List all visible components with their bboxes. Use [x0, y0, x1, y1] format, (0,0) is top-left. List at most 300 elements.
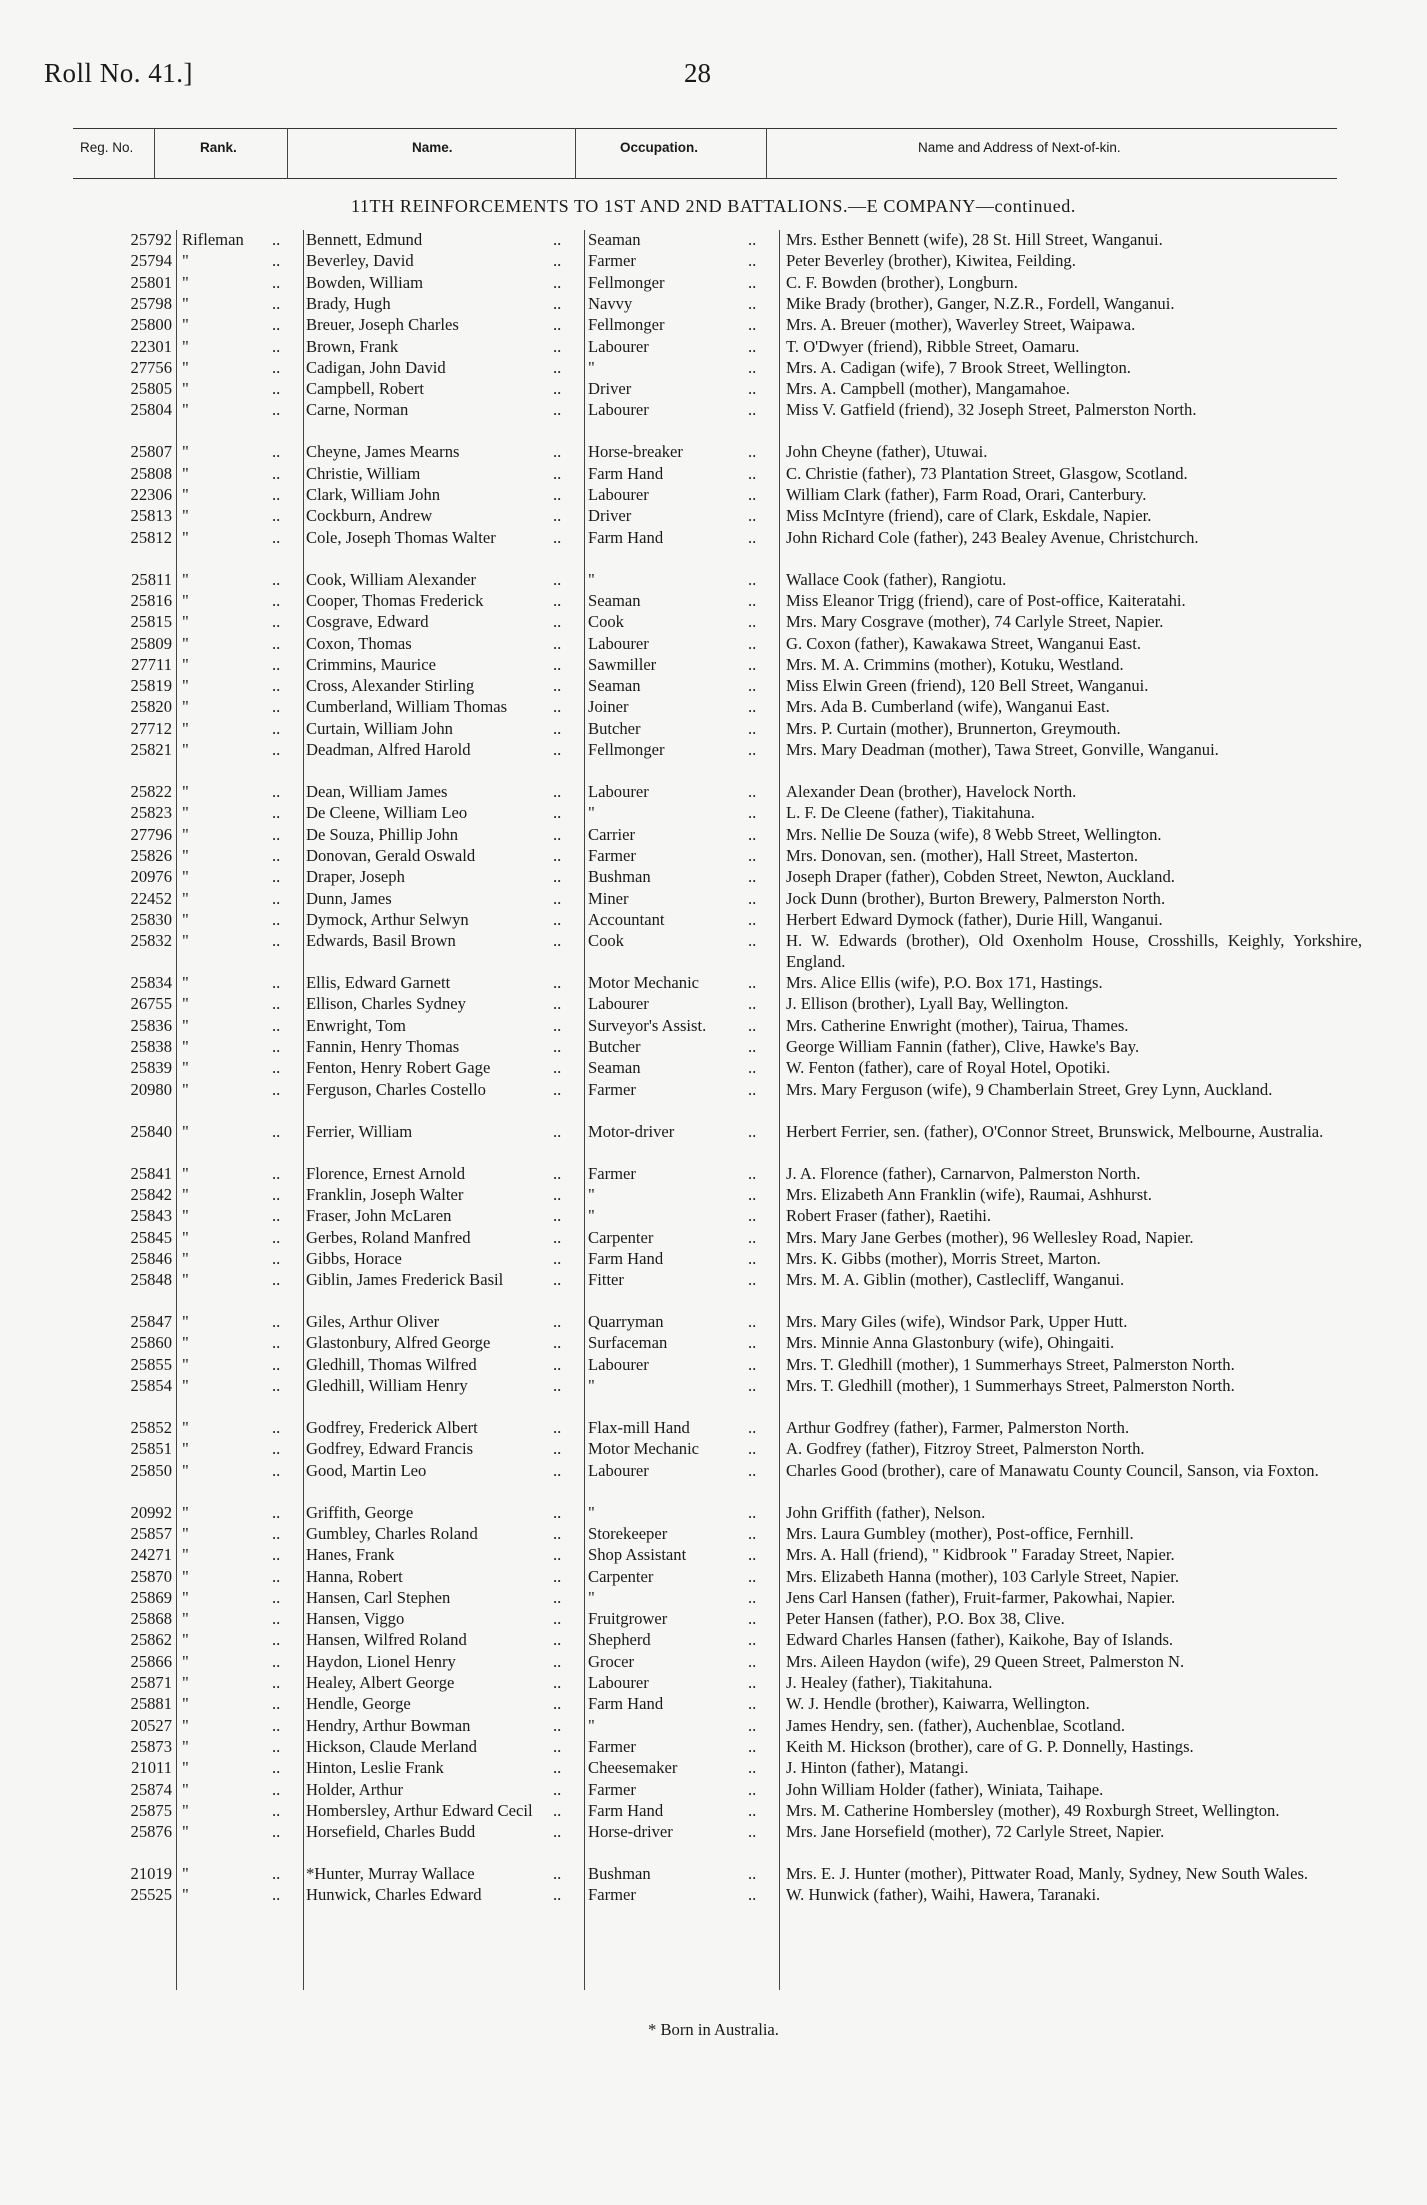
next-of-kin: Mrs. M. A. Giblin (mother), Castlecliff, Wanganui. [786, 1270, 1125, 1290]
leader-dots: .. [272, 1058, 281, 1078]
occupation: Motor Mechanic [588, 973, 700, 993]
occupation: " [588, 1184, 595, 1204]
rank: " [182, 803, 189, 823]
soldier-name: Brady, Hugh [306, 293, 391, 313]
next-of-kin: J. Healey (father), Tiakitahuna. [786, 1673, 993, 1692]
occupation: Labourer [588, 633, 649, 653]
leader-dots: .. [272, 293, 281, 313]
occupation: Cheesemaker [588, 1758, 678, 1778]
reg-number: 25840 [130, 1121, 172, 1141]
rank: " [182, 569, 189, 589]
leader-dots: .. [272, 612, 281, 632]
leader-dots: .. [748, 1121, 757, 1141]
leader-dots: .. [748, 1545, 757, 1565]
leader-dots: .. [748, 1673, 757, 1692]
soldier-name: Fraser, John McLaren [306, 1206, 452, 1226]
leader-dots: .. [553, 633, 562, 653]
next-of-kin: Peter Hansen (father), P.O. Box 38, Clive. [786, 1609, 1065, 1629]
leader-dots: .. [748, 654, 757, 674]
leader-dots: .. [553, 1651, 562, 1671]
leader-dots: .. [272, 803, 281, 823]
reg-number: 25807 [130, 442, 172, 462]
leader-dots: .. [553, 379, 562, 399]
reg-number: 20980 [130, 1079, 172, 1099]
occupation: " [588, 569, 595, 589]
leader-dots: .. [748, 782, 757, 801]
reg-number: 24271 [130, 1545, 172, 1565]
soldier-name: Hansen, Wilfred Roland [306, 1630, 467, 1650]
next-of-kin: Jens Carl Hansen (father), Fruit-farmer, Pakowhai, Napier. [786, 1587, 1176, 1607]
leader-dots: .. [272, 845, 281, 865]
next-of-kin: Mrs. A. Cadigan (wife), 7 Brook Street, Wellington. [786, 357, 1131, 377]
soldier-name: De Souza, Phillip John [306, 824, 459, 844]
leader-dots: .. [272, 1460, 281, 1480]
next-of-kin: James Hendry, sen. (father), Auchenblae, Scotland. [786, 1715, 1125, 1735]
rank: " [182, 697, 189, 717]
reg-number: 25841 [130, 1163, 172, 1183]
occupation: Fitter [588, 1270, 624, 1290]
next-of-kin: Robert Fraser (father), Raetihi. [786, 1206, 992, 1226]
next-of-kin: Mrs. Mary Ferguson (wife), 9 Chamberlain Street, Grey Lynn, Auckland. [786, 1079, 1273, 1099]
next-of-kin: Peter Beverley (brother), Kiwitea, Feilding. [786, 251, 1076, 271]
soldier-name: Hinton, Leslie Frank [306, 1758, 444, 1778]
rank: " [182, 1079, 189, 1099]
next-of-kin: Mrs. M. Catherine Hombersley (mother), 49 Roxburgh Street, Wellington. [786, 1800, 1280, 1820]
occupation: Carrier [588, 824, 635, 844]
occupation: Bushman [588, 1864, 651, 1884]
leader-dots: .. [748, 1333, 757, 1353]
rank: " [182, 293, 189, 313]
next-of-kin: Keith M. Hickson (brother), care of G. P. Donnelly, Hastings. [786, 1736, 1194, 1756]
reg-number: 25839 [130, 1058, 172, 1078]
reg-number: 25816 [130, 590, 172, 610]
leader-dots: .. [748, 1354, 757, 1374]
reg-number: 25875 [130, 1800, 172, 1820]
occupation: Shepherd [588, 1630, 651, 1650]
rank: " [182, 973, 189, 993]
leader-dots: .. [272, 590, 281, 610]
leader-dots: .. [272, 251, 281, 271]
leader-dots: .. [553, 1822, 562, 1842]
soldier-name: Dean, William James [306, 782, 448, 801]
reg-number: 25804 [130, 400, 172, 420]
leader-dots: .. [748, 1758, 757, 1778]
next-of-kin: A. Godfrey (father), Fitzroy Street, Palmerston North. [786, 1439, 1145, 1459]
rank: " [182, 1248, 189, 1268]
next-of-kin: Jock Dunn (brother), Burton Brewery, Palmerston North. [786, 888, 1166, 908]
next-of-kin: J. Ellison (brother), Lyall Bay, Wellington. [786, 994, 1069, 1014]
next-of-kin: Mrs. A. Hall (friend), " Kidbrook " Faraday Street, Napier. [786, 1545, 1175, 1565]
next-of-kin: Miss Elwin Green (friend), 120 Bell Street, Wanganui. [786, 676, 1149, 696]
leader-dots: .. [553, 1058, 562, 1078]
rank: " [182, 994, 189, 1014]
leader-dots: .. [748, 463, 757, 483]
soldier-name: Franklin, Joseph Walter [306, 1184, 464, 1204]
soldier-name: *Hunter, Murray Wallace [306, 1864, 475, 1884]
page-number: 28 [684, 58, 711, 88]
leader-dots: .. [272, 994, 281, 1014]
leader-dots: .. [748, 569, 757, 589]
rank: " [182, 1566, 189, 1586]
rank: " [182, 1885, 189, 1905]
soldier-name: Curtain, William John [306, 718, 453, 738]
reg-number: 27756 [130, 357, 172, 377]
soldier-name: Holder, Arthur [306, 1779, 404, 1799]
rank: " [182, 633, 189, 653]
column-divider [303, 230, 304, 1990]
reg-number: 25819 [130, 676, 172, 696]
next-of-kin: L. F. De Cleene (father), Tiakitahuna. [786, 803, 1035, 823]
rank: " [182, 1715, 189, 1735]
col-header-next-of-kin: Name and Address of Next-of-kin. [918, 140, 1121, 155]
leader-dots: .. [272, 1673, 281, 1692]
occupation: Cook [588, 612, 624, 632]
leader-dots: .. [748, 697, 757, 717]
leader-dots: .. [272, 1248, 281, 1268]
leader-dots: .. [748, 931, 757, 951]
reg-number: 25832 [130, 931, 172, 951]
next-of-kin: Mrs. Mary Deadman (mother), Tawa Street, Gonville, Wanganui. [786, 740, 1219, 759]
leader-dots: .. [748, 336, 757, 356]
rank: " [182, 1758, 189, 1778]
soldier-name: Hendry, Arthur Bowman [306, 1715, 471, 1735]
rank: " [182, 1736, 189, 1756]
reg-number: 25794 [130, 251, 172, 271]
rank: " [182, 1545, 189, 1565]
reg-number: 25854 [130, 1376, 172, 1395]
soldier-name: Donovan, Gerald Oswald [306, 845, 476, 865]
occupation: Surfaceman [588, 1333, 668, 1353]
leader-dots: .. [272, 506, 281, 526]
rank: " [182, 272, 189, 292]
rank: " [182, 888, 189, 908]
next-of-kin: Mrs. M. A. Crimmins (mother), Kotuku, Westland. [786, 654, 1124, 674]
next-of-kin: Charles Good (brother), care of Manawatu County Council, Sanson, via Foxton. [786, 1460, 1319, 1480]
rank: " [182, 1439, 189, 1459]
soldier-name: Bowden, William [306, 272, 424, 292]
rank: " [182, 1015, 189, 1035]
reg-number: 25838 [130, 1037, 172, 1056]
occupation: Shop Assistant [588, 1545, 687, 1565]
leader-dots: .. [748, 506, 757, 526]
occupation: Driver [588, 379, 632, 399]
leader-dots: .. [553, 1439, 562, 1459]
rank: " [182, 251, 189, 271]
leader-dots: .. [553, 697, 562, 717]
rank: " [182, 1163, 189, 1183]
occupation: Accountant [588, 909, 665, 929]
soldier-name: Hansen, Carl Stephen [306, 1587, 451, 1607]
leader-dots: .. [272, 1630, 281, 1650]
leader-dots: .. [553, 527, 562, 547]
leader-dots: .. [748, 293, 757, 313]
leader-dots: .. [748, 1694, 757, 1714]
rank: " [182, 463, 189, 483]
reg-number: 21019 [130, 1864, 172, 1884]
leader-dots: .. [272, 1885, 281, 1905]
occupation: Fellmonger [588, 315, 665, 335]
leader-dots: .. [553, 1163, 562, 1183]
leader-dots: .. [553, 590, 562, 610]
next-of-kin: George William Fannin (father), Clive, Hawke's Bay. [786, 1037, 1140, 1056]
leader-dots: .. [553, 1418, 562, 1437]
occupation: Fruitgrower [588, 1609, 668, 1629]
leader-dots: .. [272, 931, 281, 951]
leader-dots: .. [272, 867, 281, 887]
rank: " [182, 1587, 189, 1607]
rank: " [182, 1864, 189, 1884]
rank: " [182, 1333, 189, 1353]
soldier-name: Cross, Alexander Stirling [306, 676, 475, 696]
reg-number: 25525 [130, 1885, 172, 1905]
leader-dots: .. [553, 909, 562, 929]
leader-dots: .. [272, 1015, 281, 1035]
leader-dots: .. [748, 1800, 757, 1820]
next-of-kin: Mrs. Ada B. Cumberland (wife), Wanganui East. [786, 697, 1110, 717]
leader-dots: .. [272, 1333, 281, 1353]
leader-dots: .. [748, 590, 757, 610]
soldier-name: Beverley, David [306, 251, 414, 271]
leader-dots: .. [553, 1270, 562, 1290]
next-of-kin: Mrs. Mary Jane Gerbes (mother), 96 Wellesley Road, Napier. [786, 1227, 1194, 1247]
leader-dots: .. [748, 1439, 757, 1459]
leader-dots: .. [748, 718, 757, 738]
leader-dots: .. [748, 1312, 757, 1332]
leader-dots: .. [748, 1885, 757, 1905]
occupation: Cook [588, 931, 624, 951]
leader-dots: .. [748, 740, 757, 759]
soldier-name: Godfrey, Frederick Albert [306, 1418, 478, 1437]
leader-dots: .. [748, 1079, 757, 1099]
occupation: Farmer [588, 1779, 636, 1799]
leader-dots: .. [553, 1630, 562, 1650]
soldier-name: Gumbley, Charles Roland [306, 1523, 478, 1543]
leader-dots: .. [553, 1227, 562, 1247]
leader-dots: .. [748, 1630, 757, 1650]
leader-dots: .. [272, 1566, 281, 1586]
reg-number: 25800 [130, 315, 172, 335]
leader-dots: .. [272, 1609, 281, 1629]
next-of-kin: Mike Brady (brother), Ganger, N.Z.R., Fordell, Wanganui. [786, 293, 1175, 313]
occupation: Horse-breaker [588, 442, 683, 462]
occupation: Farmer [588, 1736, 636, 1756]
rank: " [182, 379, 189, 399]
leader-dots: .. [553, 1037, 562, 1056]
leader-dots: .. [553, 400, 562, 420]
leader-dots: .. [748, 888, 757, 908]
occupation: Joiner [588, 697, 629, 717]
soldier-name: Hickson, Claude Merland [306, 1736, 477, 1756]
soldier-name: Cooper, Thomas Frederick [306, 590, 484, 610]
soldier-name: Florence, Ernest Arnold [306, 1163, 465, 1183]
leader-dots: .. [272, 463, 281, 483]
col-header-name: Name. [412, 140, 453, 155]
leader-dots: .. [553, 1736, 562, 1756]
leader-dots: .. [748, 1460, 757, 1480]
occupation: Grocer [588, 1651, 635, 1671]
occupation: Labourer [588, 336, 649, 356]
occupation: Labourer [588, 485, 649, 504]
leader-dots: .. [553, 718, 562, 738]
rank: " [182, 1037, 189, 1056]
leader-dots: .. [272, 697, 281, 717]
next-of-kin: Alexander Dean (brother), Havelock North. [786, 782, 1077, 801]
leader-dots: .. [748, 1651, 757, 1671]
rank: " [182, 442, 189, 462]
leader-dots: .. [272, 315, 281, 335]
rank: " [182, 590, 189, 610]
rank: " [182, 1779, 189, 1799]
occupation: Farm Hand [588, 1694, 664, 1714]
occupation: Carpenter [588, 1227, 654, 1247]
soldier-name: Coxon, Thomas [306, 633, 412, 653]
header-divider [766, 128, 767, 178]
rank: " [182, 909, 189, 929]
rank: " [182, 740, 189, 759]
rank: " [182, 867, 189, 887]
leader-dots: .. [272, 379, 281, 399]
next-of-kin: Mrs. A. Breuer (mother), Waverley Street, Waipawa. [786, 315, 1136, 335]
leader-dots: .. [748, 1566, 757, 1586]
col-header-occupation: Occupation. [620, 140, 699, 155]
soldier-name: Hunwick, Charles Edward [306, 1885, 482, 1905]
next-of-kin: Joseph Draper (father), Cobden Street, Newton, Auckland. [786, 867, 1175, 887]
reg-number: 22452 [130, 888, 172, 908]
leader-dots: .. [748, 1822, 757, 1842]
rank: " [182, 1694, 189, 1714]
reg-number: 27711 [131, 654, 172, 674]
leader-dots: .. [553, 569, 562, 589]
next-of-kin: John Griffith (father), Nelson. [786, 1502, 986, 1522]
rank: " [182, 1800, 189, 1820]
leader-dots: .. [553, 1715, 562, 1735]
leader-dots: .. [553, 1079, 562, 1099]
reg-number: 25850 [130, 1460, 172, 1480]
next-of-kin: Herbert Edward Dymock (father), Durie Hill, Wanganui. [786, 909, 1163, 929]
next-of-kin: W. Fenton (father), care of Royal Hotel, Opotiki. [786, 1058, 1111, 1078]
next-of-kin: H. W. Edwards (brother), Old Oxenholm House, Crosshills, Keighly, Yorkshire, England. [786, 931, 1362, 972]
leader-dots: .. [553, 1015, 562, 1035]
next-of-kin: Arthur Godfrey (father), Farmer, Palmerston North. [786, 1418, 1130, 1437]
leader-dots: .. [272, 654, 281, 674]
occupation: Driver [588, 506, 632, 526]
leader-dots: .. [748, 1227, 757, 1247]
soldier-name: Edwards, Basil Brown [306, 931, 456, 951]
leader-dots: .. [272, 1822, 281, 1842]
occupation: Seaman [588, 590, 641, 610]
occupation: Flax-mill Hand [588, 1418, 690, 1437]
next-of-kin: J. A. Florence (father), Carnarvon, Palmerston North. [786, 1163, 1141, 1183]
leader-dots: .. [272, 485, 281, 504]
leader-dots: .. [553, 1184, 562, 1204]
leader-dots: .. [748, 230, 757, 249]
soldier-name: Ellison, Charles Sydney [306, 994, 466, 1014]
occupation: Miner [588, 888, 629, 908]
leader-dots: .. [553, 1354, 562, 1374]
leader-dots: .. [272, 1079, 281, 1099]
leader-dots: .. [272, 1864, 281, 1884]
occupation: Butcher [588, 1037, 641, 1056]
leader-dots: .. [553, 1545, 562, 1565]
leader-dots: .. [553, 1694, 562, 1714]
leader-dots: .. [272, 1523, 281, 1543]
leader-dots: .. [748, 803, 757, 823]
rank: " [182, 612, 189, 632]
leader-dots: .. [272, 1206, 281, 1226]
soldier-name: Crimmins, Maurice [306, 654, 436, 674]
next-of-kin: Edward Charles Hansen (father), Kaikohe, Bay of Islands. [786, 1630, 1174, 1650]
leader-dots: .. [553, 1609, 562, 1629]
soldier-name: Hombersley, Arthur Edward Cecil [306, 1800, 533, 1820]
occupation: Labourer [588, 1460, 649, 1480]
leader-dots: .. [553, 1566, 562, 1586]
leader-dots: .. [553, 463, 562, 483]
rank: " [182, 1609, 189, 1629]
leader-dots: .. [553, 485, 562, 504]
leader-dots: .. [553, 315, 562, 335]
rank: " [182, 1354, 189, 1374]
leader-dots: .. [553, 1673, 562, 1692]
reg-number: 27796 [130, 824, 172, 844]
soldier-name: Dunn, James [306, 888, 392, 908]
reg-number: 26755 [130, 994, 172, 1014]
leader-dots: .. [553, 654, 562, 674]
leader-dots: .. [748, 1864, 757, 1884]
reg-number: 25871 [130, 1673, 172, 1692]
rank: " [182, 1460, 189, 1480]
occupation: " [588, 357, 595, 377]
leader-dots: .. [553, 442, 562, 462]
next-of-kin: John Richard Cole (father), 243 Bealey Avenue, Christchurch. [786, 527, 1199, 547]
soldier-name: Cadigan, John David [306, 357, 446, 377]
soldier-name: Dymock, Arthur Selwyn [306, 909, 469, 929]
soldier-name: Brown, Frank [306, 336, 399, 356]
leader-dots: .. [272, 1651, 281, 1671]
rank: " [182, 1184, 189, 1204]
reg-number: 25873 [130, 1736, 172, 1756]
occupation: Quarryman [588, 1312, 664, 1332]
reg-number: 25868 [130, 1609, 172, 1629]
reg-number: 25860 [130, 1333, 172, 1353]
leader-dots: .. [748, 633, 757, 653]
rank: " [182, 1058, 189, 1078]
soldier-name: Cosgrave, Edward [306, 612, 429, 632]
occupation: Carpenter [588, 1566, 654, 1586]
leader-dots: .. [553, 867, 562, 887]
occupation: Bushman [588, 867, 651, 887]
leader-dots: .. [748, 909, 757, 929]
leader-dots: .. [553, 1333, 562, 1353]
occupation: Farmer [588, 1079, 636, 1099]
rank: " [182, 1822, 189, 1842]
leader-dots: .. [553, 1885, 562, 1905]
leader-dots: .. [748, 1184, 757, 1204]
leader-dots: .. [272, 676, 281, 696]
rank: " [182, 1630, 189, 1650]
leader-dots: .. [553, 1800, 562, 1820]
leader-dots: .. [553, 973, 562, 993]
rank: " [182, 400, 189, 420]
leader-dots: .. [553, 1376, 562, 1395]
next-of-kin: Mrs. Nellie De Souza (wife), 8 Webb Street, Wellington. [786, 824, 1162, 844]
leader-dots: .. [553, 251, 562, 271]
reg-number: 25851 [130, 1439, 172, 1459]
soldier-name: Draper, Joseph [306, 867, 405, 887]
soldier-name: Cole, Joseph Thomas Walter [306, 527, 496, 547]
rank: " [182, 1376, 189, 1395]
reg-number: 25874 [130, 1779, 172, 1799]
next-of-kin: Miss McIntyre (friend), care of Clark, Eskdale, Napier. [786, 506, 1152, 526]
